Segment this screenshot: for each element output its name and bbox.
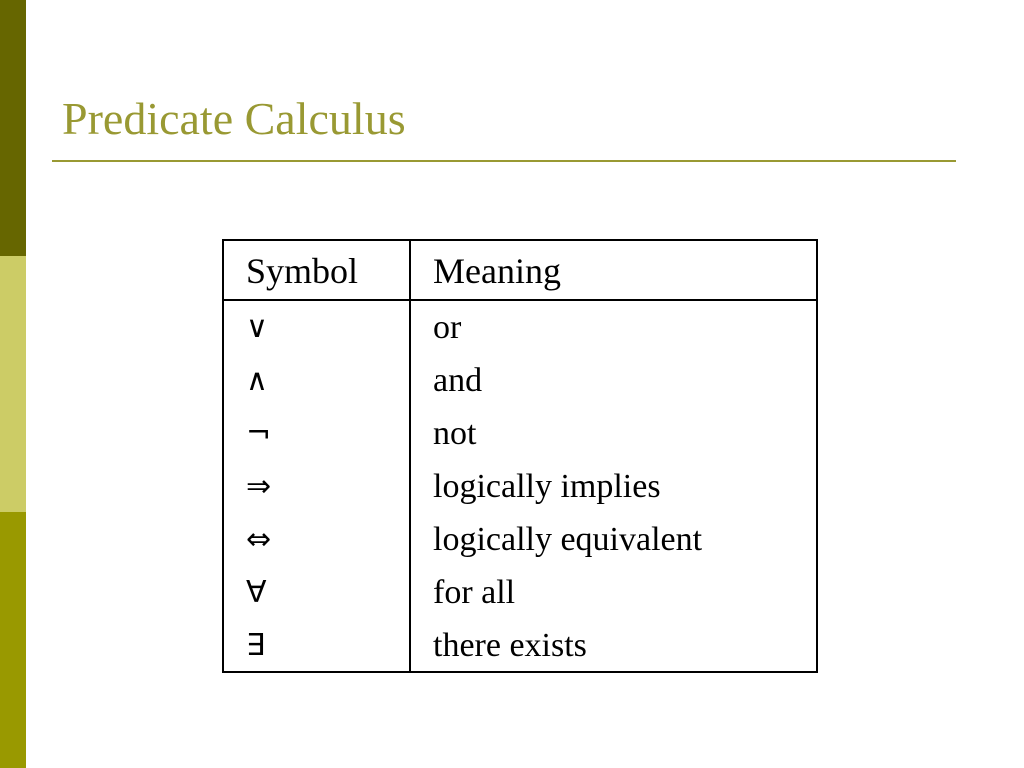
meaning-cell: for all bbox=[433, 573, 516, 611]
symbol-equivalent: ⇔ bbox=[224, 513, 410, 566]
meaning-cell: not bbox=[433, 414, 477, 452]
table-row bbox=[224, 460, 816, 513]
meaning-cell: or bbox=[433, 308, 462, 346]
table-row bbox=[224, 354, 816, 407]
table-row bbox=[224, 619, 816, 672]
table-header-row bbox=[224, 241, 816, 300]
symbol-or: ∨ bbox=[224, 300, 410, 354]
symbol-exists: ∃ bbox=[224, 619, 410, 672]
table-row bbox=[224, 407, 816, 460]
title-divider bbox=[52, 160, 956, 162]
symbol-and: ∧ bbox=[224, 354, 410, 407]
symbol-implies: ⇒ bbox=[224, 460, 410, 513]
symbol-table bbox=[224, 241, 816, 672]
header-symbol: Symbol bbox=[224, 241, 410, 300]
sidebar-band-middle bbox=[0, 256, 26, 512]
table-row bbox=[224, 566, 816, 619]
meaning-cell: logically implies bbox=[433, 467, 661, 505]
slide-title: Predicate Calculus bbox=[62, 93, 406, 144]
meaning-cell: and bbox=[433, 361, 483, 399]
table-row bbox=[224, 300, 816, 354]
symbol-not: ¬ bbox=[224, 407, 410, 460]
meaning-cell: logically equivalent bbox=[433, 520, 703, 558]
table-row bbox=[224, 513, 816, 566]
sidebar-band-bottom bbox=[0, 512, 26, 768]
header-meaning: Meaning bbox=[410, 241, 816, 300]
sidebar-band-top bbox=[0, 0, 26, 256]
meaning-cell: there exists bbox=[433, 626, 587, 664]
symbol-table-frame bbox=[222, 239, 818, 673]
symbol-for-all: ∀ bbox=[224, 566, 410, 619]
